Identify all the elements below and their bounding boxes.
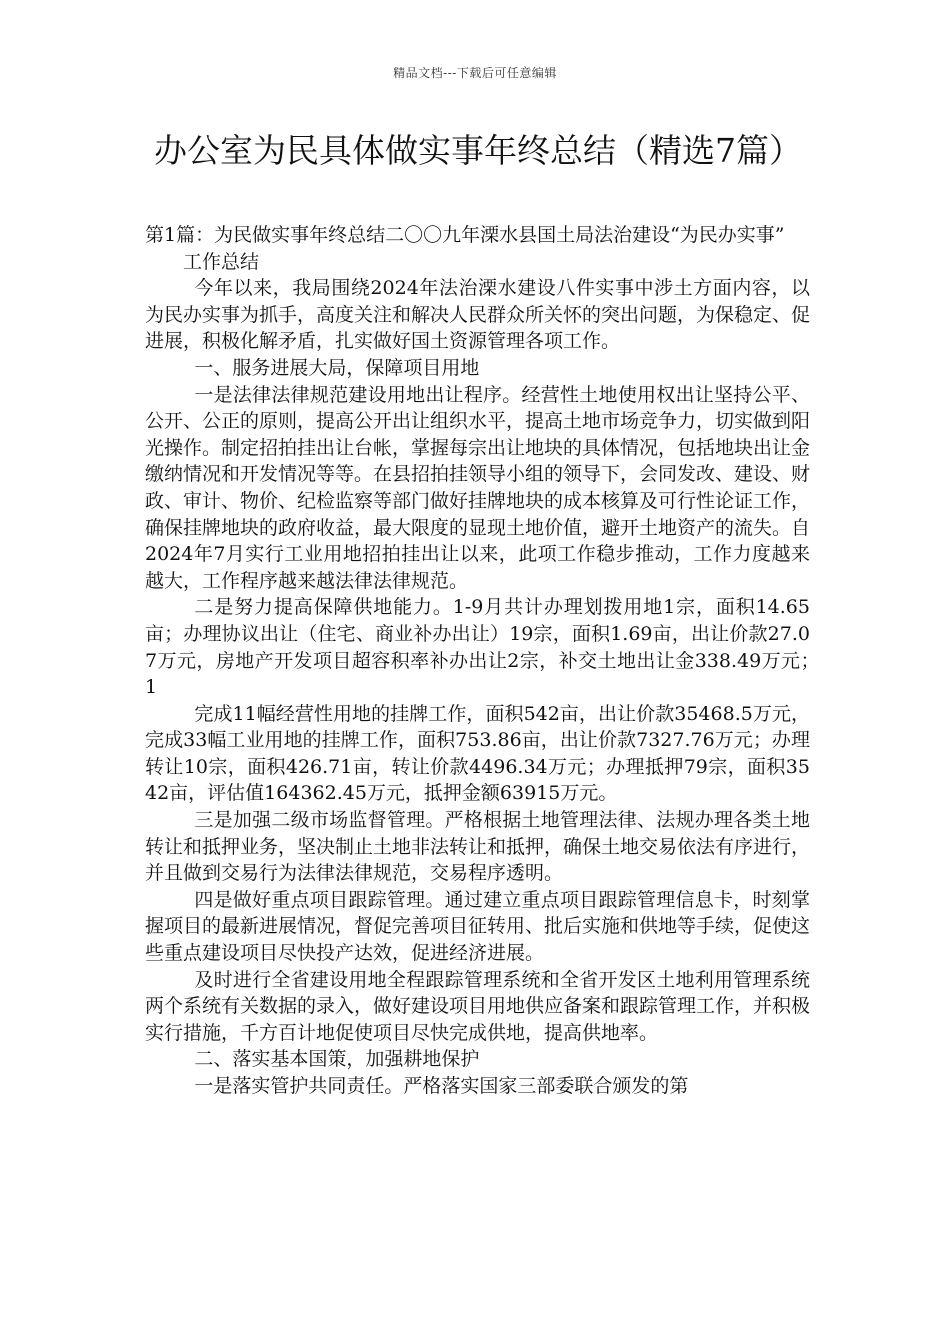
header-note: 精品文档---下载后可任意编辑 xyxy=(393,66,557,80)
document-title: 办公室为民具体做实事年终总结（精选7篇） xyxy=(154,131,802,170)
body-paragraph: 四是做好重点项目跟踪管理。通过建立重点项目跟踪管理信息卡，时刻掌握项目的最新进展情况，督促完善项目征转用、批后实施和供地等手续，促使这些重点建设项目尽快投产达效，促进经济进展。 xyxy=(145,888,811,965)
body-paragraph: 一、服务进展大局，保障项目用地 xyxy=(194,356,480,379)
body-paragraph: 一是落实管护共同责任。严格落实国家三部委联合颁发的第 xyxy=(194,1075,689,1097)
body-paragraph: 工作总结 xyxy=(183,250,260,273)
body-paragraph: 三是加强二级市场监督管理。严格根据土地管理法律、法规办理各类土地转让和抵押业务，坚决制止土地非法转让和抵押，确保土地交易依法有序进行，并且做到交易行为法律法律规范，交易程序透明。 xyxy=(145,809,811,885)
body-paragraph: 第1篇：为民做实事年终总结二〇〇九年溧水县国土局法治建设“为民办实事” xyxy=(145,224,785,246)
body-paragraph: 二、落实基本国策，加强耕地保护 xyxy=(194,1048,480,1071)
body-paragraph: 二是努力提高保障供地能力。1-9月共计办理划拨用地1宗，面积14.65亩；办理协议出让（住宅、商业补办出让）19宗，面积1.69亩，出让价款27.07万元，房地产开发项目超容积率补办出让2宗，补交土地出让金338.49万元； 1 xyxy=(145,596,830,699)
document-body xyxy=(145,222,830,1100)
body-paragraph: 完成11幅经营性用地的挂牌工作，面积542亩，出让价款35468.5万元，完成33幅工业用地的挂牌工作，面积753.86亩，出让价款7327.76万元；办理转让10宗，面积426.71亩，转让价款4496.34万元；办理抵押79宗，面积3542亩，评估值164362.45万元，抵押金额63915万元。 xyxy=(145,702,810,805)
body-paragraph: 一是法律法律规范建设用地出让程序。经营性土地使用权出让坚持公平、公开、公正的原则，提高公开出让组织水平，提高土地市场竞争力，切实做到阳光操作。制定招拍挂出让台帐，掌握每宗出让地块的具体情况，包括地块出让金缴纳情况和开发情况等等。在县招拍挂领导小组的领导下，会同发改、建设、财政、审计、物价、纪检监察等部门做好挂牌地块的成本核算及可行性论证工作，确保挂牌地块的政府收益，最大限度的显现土地价值，避开土地资产的流失。自2024年7月实行工业用地招拍挂出让以来，此项工作稳步推动，工作力度越来越大，工作程序越来越法律法律规范。 xyxy=(145,383,811,592)
body-paragraph: 今年以来，我局围绕2024年法治溧水建设八件实事中涉土方面内容，以为民办实事为抓手，高度关注和解决人民群众所关怀的突出问题，为保稳定、促进展，积极化解矛盾，扎实做好国土资源管理各项工作。 xyxy=(145,277,811,353)
body-paragraph: 及时进行全省建设用地全程跟踪管理系统和全省开发区土地利用管理系统两个系统有关数据的录入，做好建设项目用地供应备案和跟踪管理工作，并积极实行措施，千方百计地促使项目尽快完成供地，提高供地率。 xyxy=(145,968,811,1044)
